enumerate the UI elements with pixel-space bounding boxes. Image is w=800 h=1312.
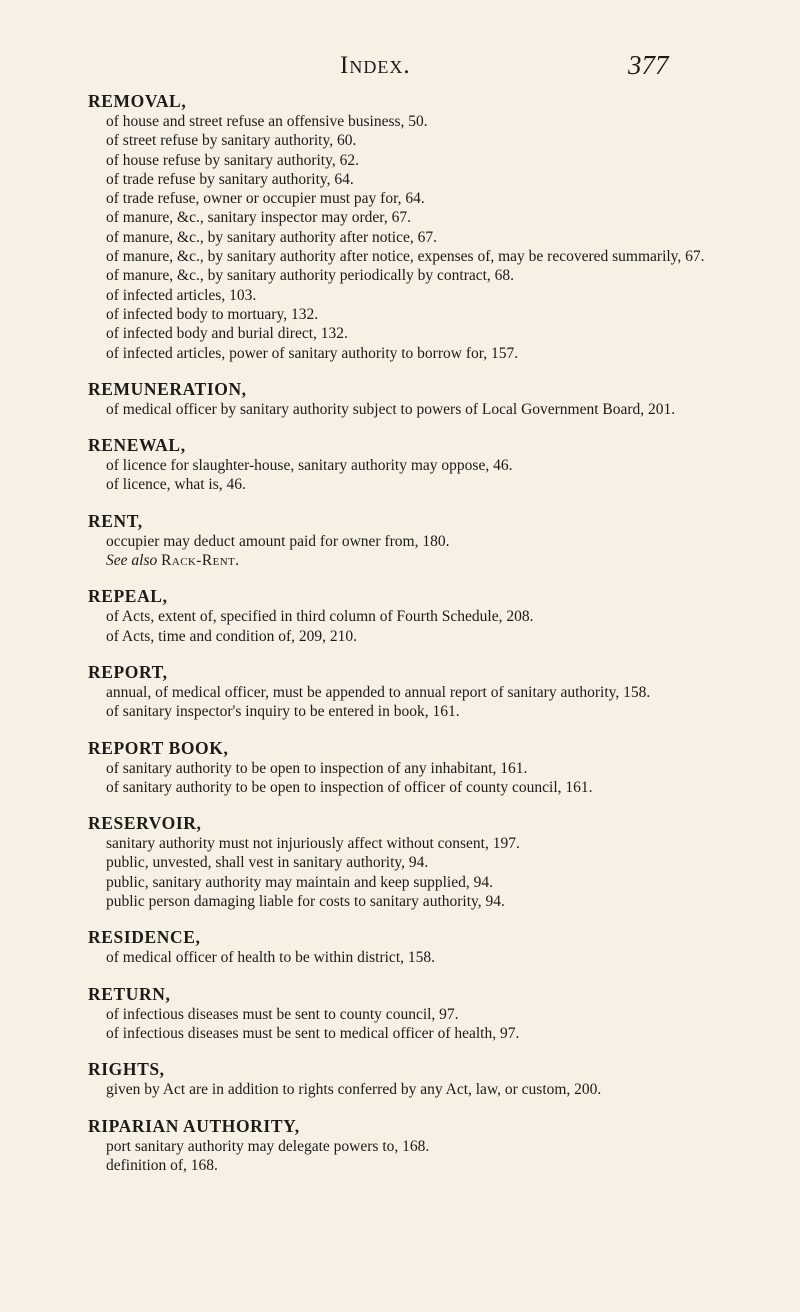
entry-subheading: of infected body and burial direct, 132. — [106, 325, 348, 343]
entry-heading: RIPARIAN AUTHORITY, — [88, 1115, 300, 1136]
entry-subheading: of manure, &c., sanitary inspector may order, 67. — [106, 209, 411, 227]
index-entry — [88, 812, 736, 911]
entry-subheading: occupier may deduct amount paid for owner from, 180. — [106, 532, 450, 550]
entry-subheading: of trade refuse, owner or occupier must pay for, 64. — [106, 190, 425, 208]
entry-subheading: of medical officer of health to be within district, 158. — [106, 949, 435, 967]
entry-subheading: of manure, &c., by sanitary authority periodically by contract, 68. — [106, 267, 515, 285]
entry-subheading: public person damaging liable for costs to sanitary authority, 94. — [106, 893, 505, 911]
entry-subheading: of Acts, time and condition of, 209, 210. — [106, 627, 357, 645]
running-head — [0, 48, 800, 88]
see-also-prefix: See also — [106, 552, 158, 570]
entry-subheading: of infectious diseases must be sent to medical officer of health, 97. — [106, 1024, 520, 1042]
entry-subheading: public, unvested, shall vest in sanitary authority, 94. — [106, 854, 429, 872]
index-entry — [88, 983, 736, 1044]
entry-subheading: port sanitary authority may delegate powers to, 168. — [106, 1137, 430, 1155]
entry-heading: REMUNERATION, — [88, 378, 247, 399]
entry-heading: REMOVAL, — [88, 91, 187, 111]
entry-heading: RENT, — [88, 510, 143, 531]
index-entry — [88, 90, 736, 363]
entry-subheading: annual, of medical officer, must be appended to annual report of sanitary authority, 158. — [106, 683, 651, 701]
entry-subheading: sanitary authority must not injuriously affect without consent, 197. — [106, 835, 520, 853]
entry-heading: RESIDENCE, — [88, 927, 201, 948]
entry-subheading: of trade refuse by sanitary authority, 64. — [106, 170, 354, 188]
entry-subheading: of infected articles, 103. — [106, 286, 257, 304]
entry-subheading: of Acts, extent of, specified in third column of Fourth Schedule, 208. — [106, 608, 534, 626]
entry-heading: RIGHTS, — [88, 1059, 165, 1080]
entry-subheading: of licence, what is, 46. — [106, 476, 246, 494]
cross-reference — [106, 551, 736, 570]
entry-subheading: of licence for slaughter-house, sanitary authority may oppose, 46. — [106, 457, 513, 475]
entry-heading: RETURN, — [88, 983, 171, 1004]
running-title: Index. — [340, 52, 411, 79]
index-entry — [88, 1058, 736, 1099]
entry-heading: RESERVOIR, — [88, 813, 202, 834]
index-entry — [88, 737, 736, 798]
entry-subheading: of infectious diseases must be sent to county council, 97. — [106, 1005, 459, 1023]
entry-subheading: of house and street refuse an offensive business, 50. — [106, 113, 428, 130]
entry-subheading: public, sanitary authority may maintain and keep supplied, 94. — [106, 873, 493, 891]
entry-subheading: of manure, &c., by sanitary authority after notice, 67. — [106, 228, 437, 246]
entry-heading: RENEWAL, — [88, 435, 186, 456]
index-entry — [88, 434, 736, 495]
index-entry — [88, 926, 736, 967]
index-entry — [88, 585, 736, 646]
entry-subheading: of medical officer by sanitary authority subject to powers of Local Government Board, 201. — [106, 400, 676, 418]
entry-subheading: of infected body to mortuary, 132. — [106, 305, 319, 323]
see-also-reference: Rack-Rent. — [161, 552, 240, 570]
entry-subheading: of sanitary authority to be open to inspection of any inhabitant, 161. — [106, 759, 528, 777]
entry-subheading: of sanitary inspector's inquiry to be entered in book, 161. — [106, 703, 460, 721]
entry-subheading: of sanitary authority to be open to inspection of officer of county council, 161. — [106, 778, 593, 796]
entry-heading: REPEAL, — [88, 586, 168, 607]
entry-subheading: of manure, &c., by sanitary authority after notice, expenses of, may be recovered summarily, 67. — [106, 248, 705, 266]
entry-subheading: of infected articles, power of sanitary authority to borrow for, 157. — [106, 344, 519, 362]
entry-subheading: of house refuse by sanitary authority, 62. — [106, 151, 359, 169]
index-body — [88, 90, 736, 1190]
entry-heading: REPORT, — [88, 661, 168, 682]
page-number: 377 — [628, 50, 669, 80]
index-entry — [88, 1115, 736, 1176]
entry-subheading: definition of, 168. — [106, 1156, 218, 1174]
entry-heading: REPORT BOOK, — [88, 737, 229, 758]
entry-subheading: of street refuse by sanitary authority, 60. — [106, 132, 357, 150]
index-entry — [88, 510, 736, 571]
index-entry — [88, 378, 736, 419]
index-entry — [88, 661, 736, 722]
entry-subheading: given by Act are in addition to rights conferred by any Act, law, or custom, 200. — [106, 1081, 602, 1099]
